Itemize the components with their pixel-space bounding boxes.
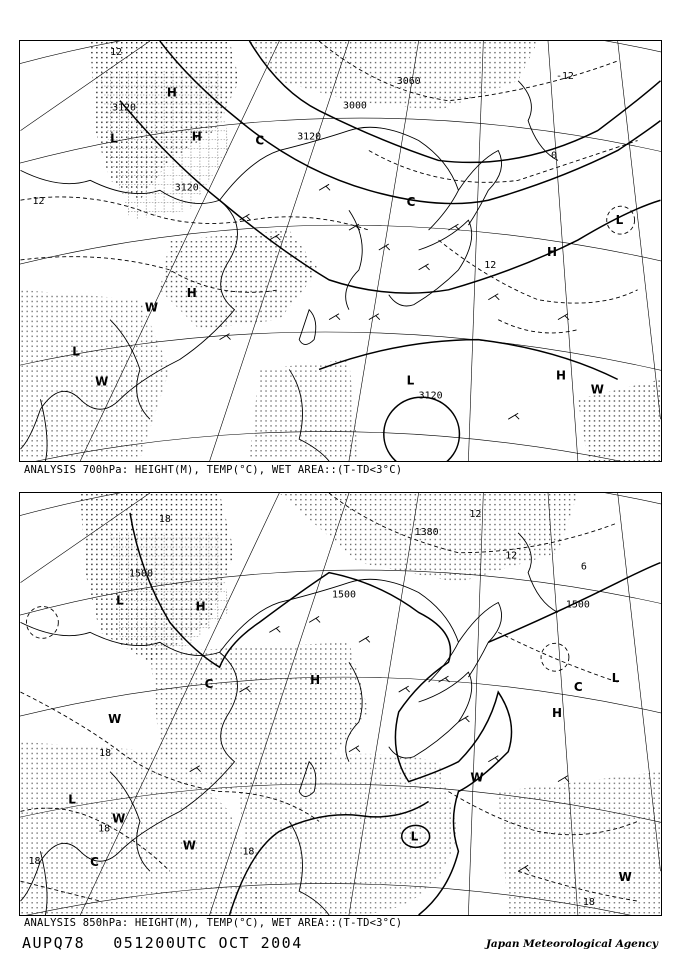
height-label: 3120 [174, 182, 199, 194]
product-header [22, 934, 331, 952]
warm-center-symbol: W [108, 711, 122, 726]
wet-area-ocean [239, 754, 458, 915]
low-pressure-symbol: L [110, 131, 118, 146]
map-850hpa-canvas [20, 493, 661, 915]
wet-area-china [160, 230, 319, 330]
caption-700hpa: ANALYSIS 700hPa: HEIGHT(M), TEMP(°C), WET AREA::(T-TD<3°C) [24, 464, 403, 476]
height-label: 3120 [112, 102, 137, 114]
cold-center-symbol: C [204, 677, 214, 692]
warm-center-symbol: W [95, 374, 109, 389]
low-pressure-symbol: L [406, 373, 415, 388]
wet-area-grid-region [110, 533, 229, 652]
cold-center-symbol: C [573, 680, 583, 695]
wet-area-southeast [498, 772, 660, 915]
temp-label: -12 [555, 70, 574, 82]
high-pressure-symbol: H [166, 85, 177, 100]
temp-label: 12 [484, 259, 497, 271]
low-pressure-symbol: L [611, 671, 620, 686]
height-label: 3060 [396, 75, 421, 87]
height-label: 1500 [565, 599, 590, 611]
warm-center-symbol: W [618, 870, 632, 885]
temp-label: 18 [158, 513, 171, 525]
height-label: 3000 [342, 100, 367, 112]
map-700hpa [19, 40, 662, 462]
valid-time: 051200UTC OCT 2004 [113, 934, 303, 952]
temp-label: 6 [580, 561, 587, 573]
warm-center-symbol: W [144, 300, 159, 315]
low-pressure-symbol: L [615, 213, 624, 228]
temp-label: 18 [98, 823, 111, 835]
product-code: AUPQ78 [22, 934, 86, 952]
high-pressure-symbol: H [310, 673, 321, 688]
height-label: 1380 [414, 526, 439, 538]
height-label: 3120 [418, 390, 443, 402]
map-700hpa-canvas [20, 41, 661, 461]
temp-label: 12 [32, 196, 45, 208]
cold-center-symbol: C [90, 855, 99, 870]
warm-center-symbol: W [112, 811, 126, 826]
wet-area-grid-region [100, 71, 229, 220]
wet-area-philippines [249, 359, 358, 459]
warm-center-symbol: W [182, 838, 196, 853]
temp-label: 18 [99, 747, 112, 759]
high-pressure-symbol: H [186, 285, 197, 300]
low-pressure-symbol: L [116, 593, 124, 608]
temp-label: 18 [582, 897, 595, 909]
height-label: 3120 [297, 131, 322, 143]
cold-center-symbol: C [406, 195, 416, 210]
cold-center-symbol: C [255, 133, 265, 148]
height-label: 1500 [332, 589, 356, 601]
low-pressure-symbol: L [68, 792, 76, 807]
temp-label: 12 [110, 46, 123, 58]
high-pressure-symbol: H [547, 244, 558, 259]
high-pressure-symbol: H [195, 599, 206, 614]
height-label: 1500 [129, 568, 153, 580]
low-pressure-symbol: L [72, 344, 80, 359]
temp-label: 12 [469, 508, 482, 520]
warm-center-symbol: W [590, 382, 604, 397]
high-pressure-symbol: H [191, 129, 202, 144]
warm-center-symbol: W [470, 770, 484, 785]
low-pressure-symbol: L [410, 829, 419, 844]
map-850hpa [19, 492, 662, 916]
high-pressure-symbol: H [555, 368, 566, 383]
temp-label: 18 [28, 856, 41, 868]
agency-credit: Japan Meteorological Agency [485, 938, 658, 950]
caption-850hpa: ANALYSIS 850hPa: HEIGHT(M), TEMP(°C), WET AREA::(T-TD<3°C) [24, 917, 403, 929]
temp-label: 12 [505, 550, 518, 562]
wet-area-north [249, 41, 538, 111]
high-pressure-symbol: H [551, 705, 562, 720]
temp-label: 18 [242, 846, 255, 858]
temp-label: 0 [550, 150, 557, 162]
